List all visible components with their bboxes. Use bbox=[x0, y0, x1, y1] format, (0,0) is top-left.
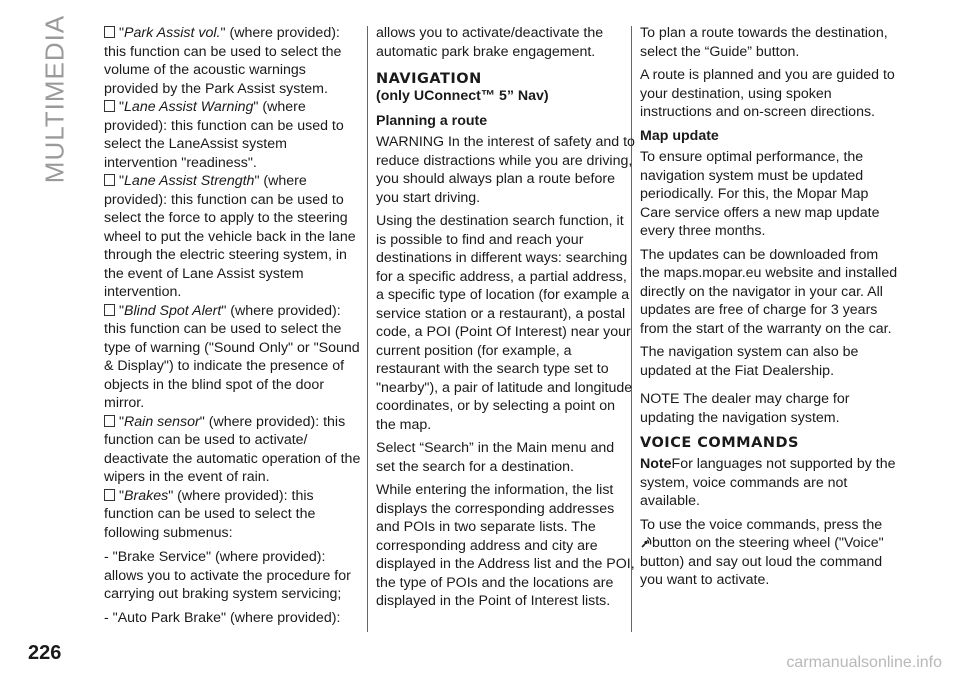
item-lane-warning: "Lane Assist Warning" (where provided): this function can be used to select the LaneAssist system intervention "readiness". bbox=[104, 99, 344, 171]
column-1 bbox=[104, 24, 364, 632]
voice-instructions bbox=[640, 516, 900, 590]
navigation-heading: NAVIGATION bbox=[376, 71, 482, 87]
column-2 bbox=[376, 24, 636, 616]
checkbox-bullet-icon bbox=[104, 174, 115, 186]
plan-route-text: To plan a route towards the destination, select the “Guide” button. bbox=[640, 25, 888, 60]
navigation-subheading: (only UConnect™ 5” Nav) bbox=[376, 88, 549, 104]
item-text: " (where provided): this function can be used to select the force to apply to the steering wheel to put the vehicle back in the lane through the electric steering system, in the event of Lane Assist system intervention. bbox=[104, 173, 356, 300]
checkbox-bullet-icon bbox=[104, 415, 115, 427]
item-text: " (where provided): this function can be used to select the following submenus: bbox=[104, 487, 316, 541]
entering-info-text: While entering the information, the list displays the corresponding addresses and POIs in two separate lists. The corresponding address and city are displayed in the Address list and the POI, the type of POIs and the locations are displayed in the Point of Interest lists. bbox=[376, 482, 635, 609]
voice-note bbox=[640, 455, 900, 511]
column-divider-1 bbox=[367, 26, 368, 632]
item-text: " (where provided): this function can be used to select the type of warning ("Sound Only" or "Sound & Display") to indicate the presence of objects in the blind spot of the door mirror. bbox=[104, 302, 360, 411]
map-update-heading: Map update bbox=[640, 127, 719, 144]
voice-intro-text: To use the voice commands, press the bbox=[640, 516, 883, 533]
map-update-text: To ensure optimal performance, the navigation system must be updated periodically. For this, the Mopar Map Care service offers a new map update every three months. bbox=[640, 149, 880, 239]
checkbox-bullet-icon bbox=[104, 100, 115, 112]
item-park-assist: "Park Assist vol." (where provided): this function can be used to select the volume of the acoustic warnings provided by the Park Assist system. bbox=[104, 25, 342, 97]
updates-text: The updates can be downloaded from the maps.mopar.eu website and installed directly on the navigator in your car. All updates are free of charge for 3 years from the start of the warranty on the car. bbox=[640, 246, 898, 337]
note-dealer-text: NOTE The dealer may charge for updating the navigation system. bbox=[640, 391, 850, 426]
route-planned-text: A route is planned and you are guided to your destination, using spoken instructions and on-screen directions. bbox=[640, 67, 895, 120]
auto-park-text: - "Auto Park Brake" (where provided): bbox=[104, 609, 341, 626]
auto-park-continued: allows you to activate/deactivate the automatic park brake engagement. bbox=[376, 25, 604, 60]
warning-text: WARNING In the interest of safety and to reduce distractions while you are driving, you should always plan a route before you start driving. bbox=[376, 134, 635, 206]
checkbox-bullet-icon bbox=[104, 26, 115, 38]
item-name: Brakes bbox=[124, 487, 169, 504]
item-text: " (where provided): this function can be used to select the volume of the acoustic warnings provided by the Park Assist system. bbox=[104, 25, 342, 97]
section-side-label-text: MULTIMEDIA bbox=[39, 14, 70, 184]
note-text: For languages not supported by the system, voice commands are not available. bbox=[640, 456, 896, 509]
select-search-text: Select “Search” in the Main menu and set the search for a destination. bbox=[376, 440, 615, 475]
column-3 bbox=[640, 24, 900, 595]
watermark-text: carmanualsonline.info bbox=[786, 654, 942, 671]
item-text: " (where provided): this function can be used to activate/ deactivate the automatic operation of the wipers in the event of rain. bbox=[104, 413, 361, 485]
dealership-text: The navigation system can also be updated at the Fiat Dealership. bbox=[640, 344, 859, 379]
item-name: Blind Spot Alert bbox=[124, 302, 222, 319]
brake-service-text: - "Brake Service" (where provided): allows you to activate the procedure for carrying out braking system servicing; bbox=[104, 549, 351, 602]
item-name: Park Assist vol. bbox=[124, 25, 221, 41]
voice-command-icon bbox=[640, 535, 652, 549]
checkbox-bullet-icon bbox=[104, 304, 115, 316]
note-label: Note bbox=[640, 456, 672, 472]
item-blind-spot: "Blind Spot Alert" (where provided): this function can be used to select the type of warning ("Sound Only" or "Sound & Display") to indicate the presence of objects in the blind spot of the door mirror. bbox=[104, 302, 360, 411]
item-brakes: "Brakes" (where provided): this function can be used to select the following submenus: bbox=[104, 487, 316, 541]
item-text: " (where provided): this function can be used to select the LaneAssist system intervention "readiness". bbox=[104, 99, 344, 171]
checkbox-bullet-icon bbox=[104, 489, 115, 501]
planning-route-heading: Planning a route bbox=[376, 112, 488, 129]
voice-commands-heading: VOICE COMMANDS bbox=[640, 435, 799, 451]
page-number: 226 bbox=[28, 642, 62, 664]
item-rain-sensor: "Rain sensor" (where provided): this function can be used to activate/ deactivate the automatic operation of the wipers in the event of rain. bbox=[104, 413, 361, 485]
item-name: Rain sensor bbox=[124, 413, 200, 430]
item-lane-strength: "Lane Assist Strength" (where provided): this function can be used to select the force to apply to the steering wheel to put the vehicle back in the lane through the electric steering system, in the event of Lane Assist system intervention. bbox=[104, 173, 356, 300]
item-name: Lane Assist Warning bbox=[124, 99, 254, 115]
search-paragraph: Using the destination search function, it is possible to find and reach your destinations in different ways: searching for a specific address, a partial address, a specific type of location (for example a service station or a restaurant), a postal code, a POI (Point Of Interest) near your current position (for example, a restaurant with the search type set to "nearby"), a pair of latitude and longitude coordinates, or by selecting a point on the map. bbox=[376, 213, 633, 433]
item-name: Lane Assist Strength bbox=[124, 173, 255, 189]
voice-rest-text: button on the steering wheel ("Voice" button) and say out loud the command you want to activate. bbox=[640, 535, 884, 588]
section-side-label bbox=[30, 14, 80, 184]
